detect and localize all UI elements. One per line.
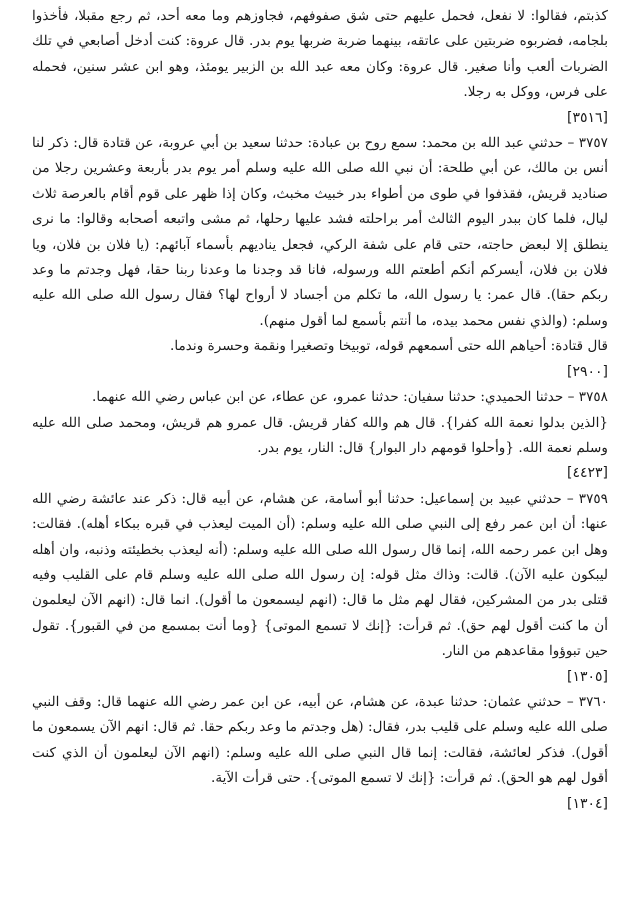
- cross-reference-number: [٤٤٢٣]: [566, 465, 608, 482]
- cross-reference-number: [١٣٠٤]: [566, 795, 608, 812]
- cross-reference-number: [٢٩٠٠]: [566, 363, 608, 380]
- hadith-3758-verse: {الذين بدلوا نعمة الله كفرا}. قال هم والله كفار قريش. قال عمرو هم قريش، ومحمد صلى الله عليه وسلم نعمة الله. {وأحلوا قومهم دار البوار} قال: النار، يوم بدر.: [32, 414, 608, 456]
- hadith-3759: ٣٧٥٩ – حدثني عبيد بن إسماعيل: حدثنا أبو أسامة، عن هشام، عن أبيه قال: ذكر عند عائشة رضي الله عنها: أن ابن عمر رفع إلى النبي صلى الله عليه وسلم: (أن الميت ليعذب في قبره ببكاء أهله). فقالت: وهل ابن عمر رحمه الله، إنما قال رسول الله صلى الله عليه وسلم: (أنه ليعذب بخطيئته وذنبه، وان أهله ليبكون عليه الآن). قالت: وذاك مثل قوله: إن رسول الله صلى الله عليه وسلم قام على القليب وفيه قتلى بدر من المشركين، فقال لهم مثل ما قال: (انهم ليسمعون ما أقول). انما قال: (انهم الآن ليعلمون أن ما كنت أقول لهم حق). ثم قرأت: {إنك لا تسمع الموتى} {وما أنت بمسمع من في القبور}. تقول حين تبوؤوا مقاعدهم من النار.: [32, 490, 608, 660]
- hadith-3760: ٣٧٦٠ – حدثني عثمان: حدثنا عبدة، عن هشام، عن أبيه، عن ابن عمر رضي الله عنهما قال: وقف النبي صلى الله عليه وسلم على قليب بدر، فقال: (هل وجدتم ما وعد ربكم حقا. ثم قال: انهم الآن يسمعون ما أقول). فذكر لعائشة، فقالت: إنما قال النبي صلى الله عليه وسلم: (انهم الآن ليعلمون أن الذي كنت أقول لهم هو الحق). ثم قرأت: {إنك لا تسمع الموتى}. حتى قرأت الآية.: [32, 693, 608, 787]
- cross-reference-number: [٣٥١٦]: [566, 109, 608, 126]
- hadith-3758: ٣٧٥٨ – حدثنا الحميدي: حدثنا سفيان: حدثنا عمرو، عن عطاء، عن ابن عباس رضي الله عنهما.: [92, 389, 608, 406]
- cross-reference-number: [١٣٠٥]: [566, 668, 608, 685]
- hadith-3757: ٣٧٥٧ – حدثني عبد الله بن محمد: سمع روح بن عبادة: حدثنا سعيد بن أبي عروبة، عن قتادة قال: ذكر لنا أنس بن مالك، عن أبي طلحة: أن نبي الله صلى الله عليه وسلم أمر يوم بدر بأربعة وعشرين رجلا من صناديد قريش، فقذفوا في طوى من أطواء بدر خبيث مخبث، وكان إذا ظهر على قوم أقام بالعرصة ثلاث ليال، فلما كان ببدر اليوم الثالث أمر براحلته فشد عليها رحلها، ثم مشى واتبعه أصحابه وقالوا: ما نرى ينطلق إلا لبعض حاجته، حتى قام على شفة الركي، فجعل يناديهم بأسماء آبائهم: (يا فلان بن فلان، ويا فلان بن فلان، أيسركم أنكم أطعتم الله ورسوله، فانا قد وجدنا ما وعدنا ربنا حقا، فهل وجدتم ما وعد ربكم حقا). قال عمر: يا رسول الله، ما تكلم من أجساد لا أرواح لها؟ فقال رسول الله صلى الله عليه وسلم: (والذي نفس محمد بيده، ما أنتم بأسمع لما أقول منهم).: [32, 135, 608, 329]
- narration-continuation: كذبتم، فقالوا: لا نفعل، فحمل عليهم حتى شق صفوفهم، فجاوزهم وما معه أحد، ثم رجع مقبلا، فأخذوا بلجامه، فضربوه ضربتين على عاتقه، بينهما ضربة ضربها يوم بدر. قال عروة: كنت أدخل أصابعي في تلك الضربات ألعب وأنا صغير. قال عروة: وكان معه عبد الله بن الزبير يومئذ، وهو ابن عشر سنين، فحمله على فرس، ووكل به رجلا.: [32, 8, 608, 101]
- qatada-comment: قال قتادة: أحياهم الله حتى أسمعهم قوله، توبيخا وتصغيرا ونقمة وحسرة وندما.: [170, 338, 608, 355]
